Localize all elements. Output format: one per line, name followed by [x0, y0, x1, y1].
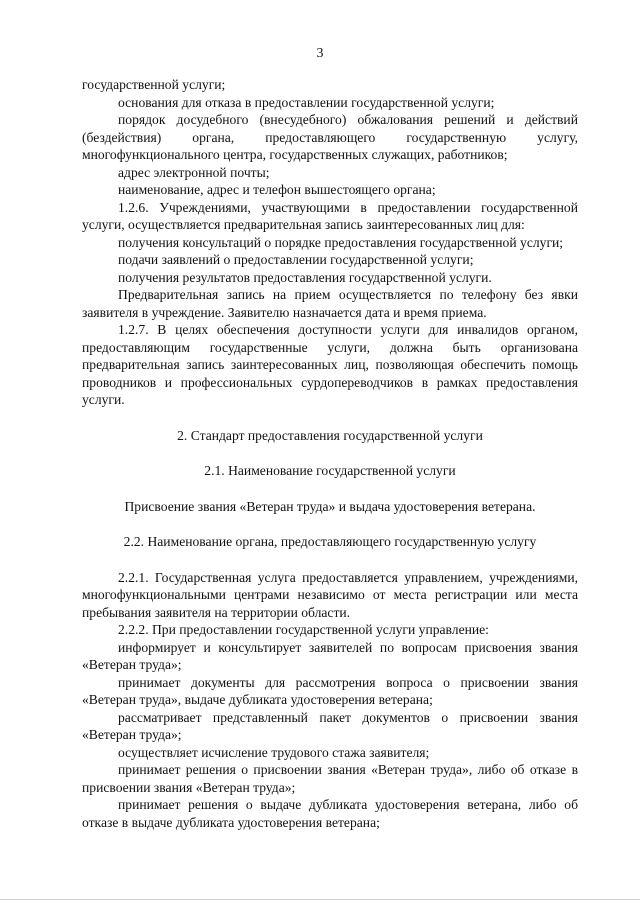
paragraph: 2.2.2. При предоставлении государственной услуги управление:	[118, 622, 489, 637]
paragraph: осуществляет исчисление трудового стажа заявителя;	[118, 744, 430, 760]
section-heading: 2. Стандарт предоставления государственной услуги	[177, 427, 483, 443]
paragraph: информирует и консультирует заявителей по вопросам присвоения звания «Ветеран труда»;	[82, 639, 578, 672]
paragraph: 1.2.7. В целях обеспечения доступности услуги для инвалидов органом, предоставляющим государственные услуги, должна быть организована предварительная запись заинтересованных лиц, позволяющая обеспечить помощь проводников и профессиональных сурдопереводчиков в рамках предоставления услуги.	[82, 322, 578, 407]
paragraph: 1.2.6. Учреждениями, участвующими в предоставлении государственной услуги, осуществляется предварительная запись заинтересованных лиц для:	[82, 199, 578, 232]
paragraph: государственной услуги;	[82, 77, 226, 92]
page-number: 3	[316, 46, 324, 61]
paragraph: основания для отказа в предоставлении государственной услуги;	[118, 94, 495, 110]
document-body	[82, 76, 578, 831]
paragraph: адрес электронной почты;	[118, 164, 270, 180]
paragraph: порядок досудебного (внесудебного) обжалования решений и действий (бездействия) органа, предоставляющего государственную услугу, многофункционального центра, государственных служащих, работников;	[82, 112, 578, 162]
paragraph: получения результатов предоставления государственной услуги.	[118, 269, 492, 285]
subsection-heading: 2.1. Наименование государственной услуги	[204, 463, 456, 478]
paragraph: принимает документы для рассмотрения вопроса о присвоении звания «Ветеран труда», выдаче дубликата удостоверения ветерана;	[82, 674, 578, 707]
paragraph: наименование, адрес и телефон вышестоящего органа;	[118, 182, 436, 197]
paragraph: рассматривает представленный пакет документов о присвоении звания «Ветеран труда»;	[82, 709, 578, 742]
paragraph: Предварительная запись на прием осуществляется по телефону без явки заявителя в учреждение. Заявителю назначается дата и время приема.	[82, 287, 578, 320]
paragraph: принимает решения о выдаче дубликата удостоверения ветерана, либо об отказе в выдаче дубликата удостоверения ветерана;	[82, 797, 578, 830]
paragraph: принимает решения о присвоении звания «Ветеран труда», либо об отказе в присвоении звания «Ветеран труда»;	[82, 762, 578, 795]
subsection-heading: 2.2. Наименование органа, предоставляющего государственную услугу	[123, 534, 537, 549]
service-name: Присвоение звания «Ветеран труда» и выдача удостоверения ветерана.	[124, 498, 536, 514]
scan-edge-divider	[0, 899, 640, 900]
paragraph: 2.2.1. Государственная услуга предоставляется управлением, учреждениями, многофункциональными центрами независимо от места регистрации или места пребывания заявителя на территории области.	[82, 569, 578, 620]
paragraph: подачи заявлений о предоставлении государственной услуги;	[118, 252, 474, 267]
paragraph: получения консультаций о порядке предоставления государственной услуги;	[118, 234, 564, 250]
